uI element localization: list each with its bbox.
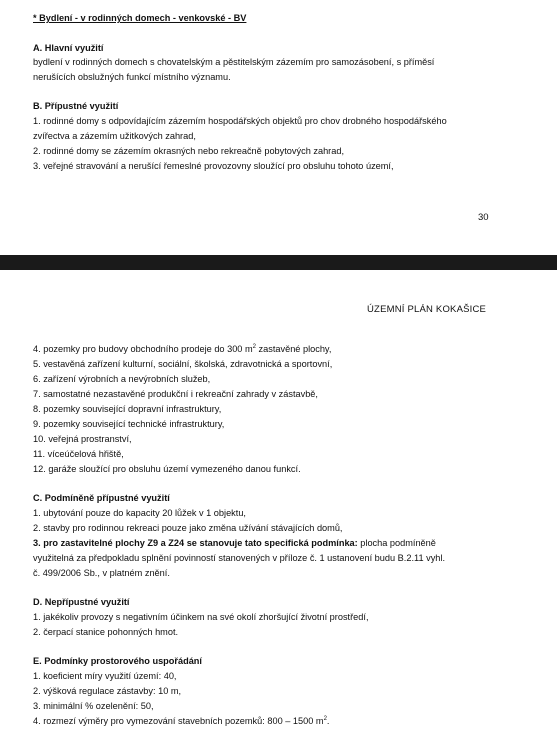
section-b-line: 1. rodinné domy s odpovídajícím zázemím hospodářských objektů pro chov drobného hospodářského bbox=[33, 116, 447, 126]
document-page-bottom bbox=[0, 270, 557, 749]
section-c-heading: C. Podmíněně přípustné využití bbox=[33, 493, 170, 503]
section-d-heading: D. Nepřípustné využití bbox=[33, 597, 130, 607]
list-item: 10. veřejná prostranství, bbox=[33, 434, 132, 444]
list-item: 7. samostatné nezastavěné produkční i rekreační zahrady v zástavbě, bbox=[33, 389, 318, 399]
list-item: 1. jakékoliv provozy s negativním účinkem na své okolí zhoršující životní prostředí, bbox=[33, 612, 369, 622]
section-b-line: 2. rodinné domy se zázemím okrasných nebo rekreačně pobytových zahrad, bbox=[33, 146, 345, 156]
superscript: 2 bbox=[323, 715, 327, 722]
running-header: ÚZEMNÍ PLÁN KOKAŠICE bbox=[367, 304, 487, 315]
list-item-bold: 3. pro zastavitelné plochy Z9 a Z24 se stanovuje tato specifická podmínka: bbox=[33, 538, 358, 548]
list-item: 5. vestavěná zařízení kulturní, sociální, školská, zdravotnická a sportovní, bbox=[33, 359, 333, 369]
section-b-heading: B. Přípustné využití bbox=[33, 101, 119, 111]
page-title: * Bydlení - v rodinných domech - venkovské - BV bbox=[33, 13, 247, 23]
section-b-line: zvířectva a zázemím užitkových zahrad, bbox=[33, 131, 196, 141]
page-separator bbox=[0, 255, 557, 270]
list-item-tail: zastavěné plochy, bbox=[255, 344, 332, 354]
list-item: 11. víceúčelová hřiště, bbox=[33, 449, 124, 459]
list-item: 12. garáže sloužící pro obsluhu území vymezeného danou funkcí. bbox=[33, 464, 301, 474]
list-item: 2. výšková regulace zástavby: 10 m, bbox=[33, 686, 182, 696]
list-item bbox=[33, 537, 436, 549]
list-item-text: 4. rozmezí výměry pro vymezování stavebních pozemků: 800 – 1500 m bbox=[33, 716, 324, 726]
list-item bbox=[33, 343, 331, 355]
list-item: 1. ubytování pouze do kapacity 20 lůžek v 1 objektu, bbox=[33, 508, 246, 518]
list-item-continuation: č. 499/2006 Sb., v platném znění. bbox=[33, 568, 170, 578]
list-item: 9. pozemky související technické infrastruktury, bbox=[33, 419, 225, 429]
list-item-text: 4. pozemky pro budovy obchodního prodeje do 300 m bbox=[33, 344, 253, 354]
list-item-continuation: využitelná za předpokladu splnění povinností stanovených v příloze č. 1 ustanovení budu B.2.11 vyhl. bbox=[33, 553, 445, 563]
list-item: 1. koeficient míry využití území: 40, bbox=[33, 671, 177, 681]
list-item: 2. stavby pro rodinnou rekreaci pouze jako změna užívání stávajících domů, bbox=[33, 523, 343, 533]
section-e-heading: E. Podmínky prostorového uspořádání bbox=[33, 656, 202, 666]
list-item-text: plocha podmíněně bbox=[357, 538, 436, 548]
page-number: 30 bbox=[478, 212, 489, 223]
section-a-line: nerušících obslužných funkcí místního významu. bbox=[33, 72, 231, 82]
list-item: 2. čerpací stanice pohonných hmot. bbox=[33, 627, 179, 637]
document-page-top bbox=[0, 0, 557, 255]
list-item-tail: . bbox=[326, 716, 330, 726]
section-a-heading: A. Hlavní využití bbox=[33, 43, 104, 53]
section-a-line: bydlení v rodinných domech s chovatelským a pěstitelským zázemím pro samozásobení, s příměsí bbox=[33, 57, 435, 67]
superscript: 2 bbox=[252, 343, 256, 350]
list-item: 3. minimální % ozelenění: 50, bbox=[33, 701, 154, 711]
list-item: 8. pozemky související dopravní infrastruktury, bbox=[33, 404, 222, 414]
list-item: 6. zařízení výrobních a nevýrobních služeb, bbox=[33, 374, 211, 384]
list-item bbox=[33, 715, 329, 727]
section-b-line: 3. veřejné stravování a nerušící řemeslné provozovny sloužící pro obsluhu tohoto území, bbox=[33, 161, 394, 171]
